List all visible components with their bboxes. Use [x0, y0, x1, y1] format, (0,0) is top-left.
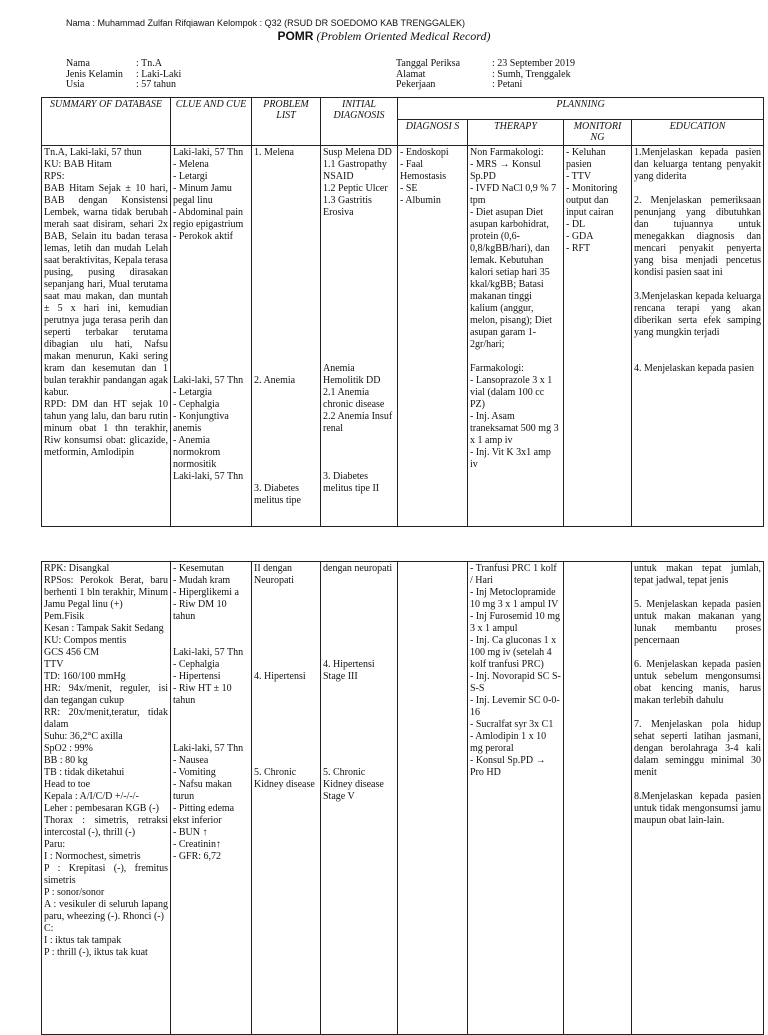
label-alamat: Alamat [396, 68, 426, 80]
table-row [42, 562, 764, 1035]
label-tanggal-periksa: Tanggal Periksa [396, 58, 461, 69]
education-cell-page1: 1.Menjelaskan kepada pasien dan keluarga tentang penyakit yang diderita 2. Menjelaskan pemeriksaan penunjang yang dibutuhkan dan tujuannya untuk menegakkan diagnosis dan mencari penyakit penyerta yang bisa menjadi pencetus kondisi pasien saat ini 3.Menjelaskan kepada keluarga rencana terapi yang akan diberikan serta efek samping yang mungkin terjadi 4. Menjelaskan kepada pasien [634, 147, 762, 374]
patient-info-right [396, 59, 575, 91]
therapy-cell-page1: Non Farmakologi: - MRS → Konsul Sp.PD - IVFD NaCl 0,9 % 7 tpm - Diet asupan Diet asupan karbohidrat, protein (0,6-0,8/kgBB/hari), dan lemak. Kebutuhan kalori setiap hari 35 kkal/kgBB; Batasi makanan tinggi kalium (anggur, melon, pisang); Diet asupan garam 1-2gr/hari; Farmakologi: - Lansoprazole 3 x 1 vial (dalam 100 cc PZ) - Inj. Asam traneksamat 500 mg 3 x 1 amp iv - Inj. Vit K 3x1 amp iv [470, 147, 559, 470]
value-tanggal-periksa: : 23 September 2019 [492, 58, 576, 69]
monitoring-cell-page1: - Keluhan pasien - TTV - Monitoring output dan input cairan - DL - GDA - RFT [566, 147, 618, 254]
therapy-cell-page2: - Tranfusi PRC 1 kolf / Hari - Inj Metoclopramide 10 mg 3 x 1 ampul IV - Inj Furosemid 10 mg 3 x 1 ampul - Inj. Ca gluconas 1 x 100 mg iv (setelah 4 kolf tranfusi PRC) - Inj. Novorapid SC S-S-S - Inj. Levemir SC 0-0-16 - Sucralfat syr 3x C1 - Amlodipin 1 x 10 mg peroral - Konsul Sp.PD → Pro HD [470, 563, 561, 778]
label-nama: Nama [66, 58, 90, 69]
problem-cell-page1: 1. Melena 2. Anemia 3. Diabetes melitus tipe [254, 147, 301, 506]
education-cell-page2: untuk makan tepat jumlah, tepat jadwal, tepat jenis 5. Menjelaskan kepada pasien untuk makan makanan yang lunak membantu proses pencernaan 6. Menjelaskan kepada pasien untuk sebelum mengonsumsi obat kencing manis, harus makan terlebih dahulu 7. Menjelaskan pola hidup sehat seperti latihan jasmani, dengan berolahraga 3-4 kali dalam seminggu minimal 30 menit 8.Menjelaskan kepada pasien untuk tidak mengonsumsi jamu maupun obat lain-lain. [634, 563, 761, 826]
summary-cell-page1: Tn.A, Laki-laki, 57 thun KU: BAB Hitam RPS: BAB Hitam Sejak ± 10 hari, BAB dengan Konsistensi Lembek, warna tidak berubah merah saat disiram, sehari 2x BAB, Selain itu badan terasa lemas, letih dan mudah Lelah saat beraktivitas, Kepala terasa pusing, pusing dirasakan sepanjang hari, Mual terutama saat mau makan, dan muntah ± 5 x hari ini, kemudian perutnya juga terasa perih dan seperti terbakar terutama dibagian ulu hati, Nafsu makan menurun, Kaki sering kram dan kesemutan dan 1 bulan terakhir pandangan agak kabur. RPD: DM dan HT sejak 10 tahun yang lalu, dan baru rutin minum obat 1 thn terakhir, Riw konsumsi obat: glicazide, metformin, Amlodipin [44, 147, 168, 458]
diagnosis-cell-page2 [400, 563, 465, 1033]
patient-info-left [66, 59, 181, 91]
title-italic: (Problem Oriented Medical Record) [316, 29, 491, 43]
pomr-table-page2 [41, 561, 764, 1035]
problem-cell-page2: II dengan Neuropati 4. Hipertensi 5. Chronic Kidney disease [254, 563, 315, 790]
initial-diagnosis-cell-page1: Susp Melena DD 1.1 Gastropathy NSAID 1.2 Peptic Ulcer 1.3 Gastritis Erosiva Anemia Hemolitik DD 2.1 Anemia chronic disease 2.2 Anemia Insuf renal 3. Diabetes melitus tipe II [323, 147, 393, 494]
value-pekerjaan: : Petani [492, 79, 523, 90]
label-usia: Usia [66, 79, 85, 90]
diagnosis-cell-page1: - Endoskopi - Faal Hemostasis - SE - Albumin [400, 147, 449, 206]
author-group-line: Nama : Muhammad Zulfan Rifqiawan Kelompok : Q32 (RSUD DR SOEDOMO KAB TRENGGALEK) [66, 18, 465, 28]
header-problem-list: PROBLEM LIST [252, 98, 321, 146]
label-jenis-kelamin: Jenis Kelamin [66, 68, 123, 80]
summary-cell-page2: RPK: Disangkal RPSos: Perokok Berat, baru berhenti 1 bln terakhir, Minum Jamu Pegal linu (+) Pem.Fisik Kesan : Tampak Sakit Sedang KU: Compos mentis GCS 456 CM TTV TD: 160/100 mmHg HR: 94x/menit, reguler, isi dan tegangan cukup RR: 20x/menit,teratur, tidak dalam Suhu: 36,2°C axilla SpO2 : 99% BB : 80 kg TB : tidak diketahui Head to toe Kepala : A/I/C/D +/-/-/- Leher : pembesaran KGB (-) Thorax : simetris, retraksi intercostal (-), thrill (-) Paru: I : Normochest, simetris P : Krepitasi (-), fremitus simetris P : sonor/sonor A : vesikuler di seluruh lapang paru, wheezing (-). Rhonci (-) C: I : iktus tak tampak P : thrill (-), iktus tak kuat [44, 563, 168, 958]
header-diagnosis: DIAGNOSI S [398, 120, 468, 146]
document-title [0, 30, 768, 42]
clue-cell-page2: - Kesemutan - Mudah kram - Hiperglikemi a - Riw DM 10 tahun Laki-laki, 57 Thn - Cephalgia - Hipertensi - Riw HT ± 10 tahun Laki-laki, 57 Thn - Nausea - Vomiting - Nafsu makan turun - Pitting edema ekst inferior - BUN ↑ - Creatinin↑ - GFR: 6,72 [173, 563, 244, 862]
title-bold: POMR [277, 29, 314, 43]
label-pekerjaan: Pekerjaan [396, 79, 436, 90]
monitoring-cell-page2 [566, 563, 629, 1033]
header-planning: PLANNING [398, 98, 764, 120]
header-initial-diagnosis: INITIAL DIAGNOSIS [321, 98, 398, 146]
header-monitoring: MONITORI NG [564, 120, 632, 146]
value-usia: : 57 tahun [136, 79, 176, 90]
header-therapy: THERAPY [468, 120, 564, 146]
value-alamat: : Sumh, Trenggalek [492, 68, 571, 80]
table-row [42, 146, 764, 527]
header-education: EDUCATION [632, 120, 764, 146]
clue-cell-page1: Laki-laki, 57 Thn - Melena - Letargi - Minum Jamu pegal linu - Abdominal pain regio epigastrium - Perokok aktif Laki-laki, 57 Thn - Letargia - Cephalgia - Konjungtiva anemis - Anemia normokrom normositik Laki-laki, 57 Thn [173, 147, 244, 482]
value-jenis-kelamin: : Laki-Laki [136, 68, 182, 80]
value-nama: : Tn.A [136, 58, 162, 69]
initial-diagnosis-cell-page2: dengan neuropati 4. Hipertensi Stage III 5. Chronic Kidney disease Stage V [323, 563, 393, 802]
header-clue-and-cue: CLUE AND CUE [171, 98, 252, 146]
header-summary-of-database: SUMMARY OF DATABASE [42, 98, 171, 146]
pomr-table-page1 [41, 97, 764, 527]
